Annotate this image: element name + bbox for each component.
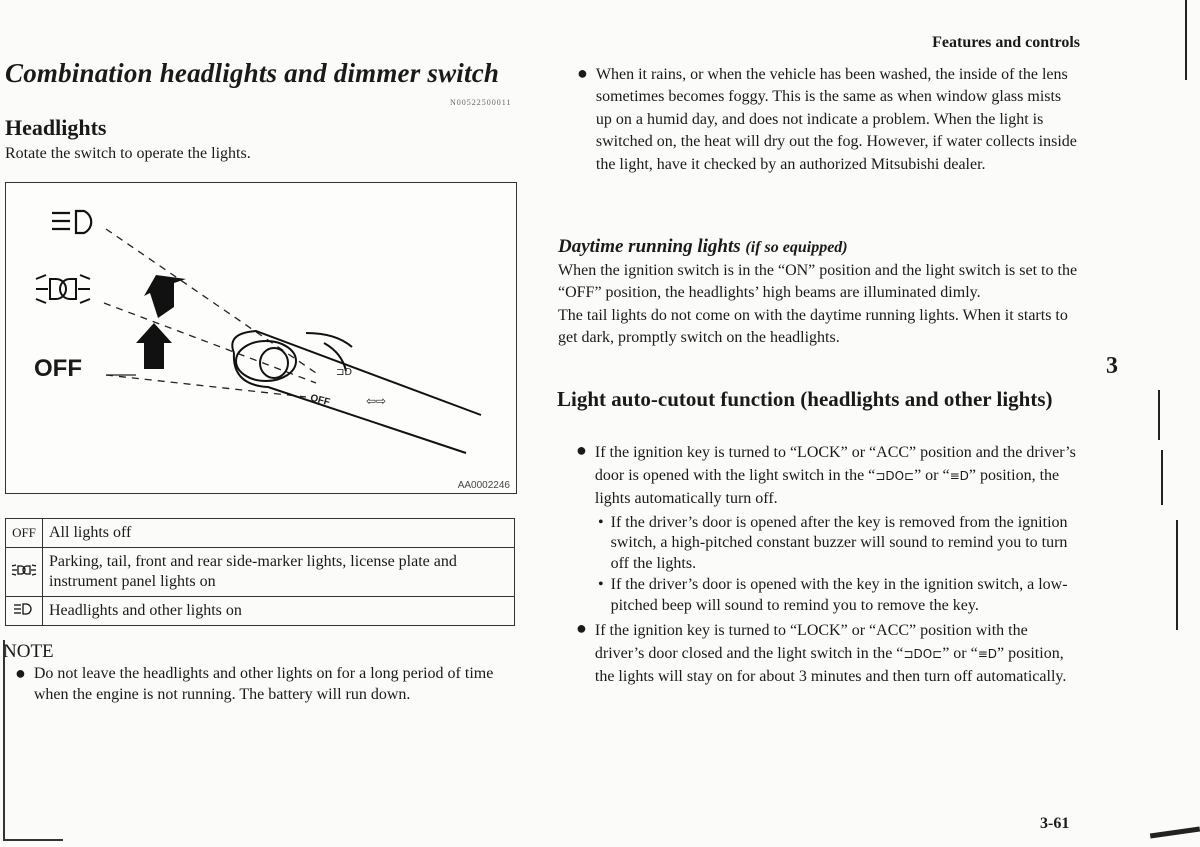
page-number: 3-61 xyxy=(1040,815,1070,832)
parking-lights-icon: ⊐DO⊏ xyxy=(875,469,915,484)
drl-heading-main: Daytime running lights xyxy=(558,236,741,257)
light-mode-table xyxy=(5,518,515,626)
bullet-icon: ● xyxy=(576,440,587,460)
text-part: ” position, the lights will stay on for about 3 minutes and then turn off automatically. xyxy=(594,644,1067,685)
drl-heading xyxy=(558,236,848,258)
sub-list-item-text: If the driver’s door is opened after the key is removed from the ignition switch, a high-pitched constant buzzer will sound to remind you to turn off the lights. xyxy=(610,513,1068,573)
parking-lights-icon xyxy=(11,563,37,577)
edge-mark xyxy=(1158,390,1160,440)
drl-body xyxy=(558,260,1080,350)
text-part: ” or “ xyxy=(914,467,950,485)
table-row xyxy=(6,548,515,597)
bullet-icon: ● xyxy=(15,663,26,683)
note-item-text: Do not leave the headlights and other lights on for a long period of time when the engine is not running. The battery will run down. xyxy=(33,665,494,703)
svg-text:⊐D: ⊐D xyxy=(336,367,353,378)
intro-text: Rotate the switch to operate the lights. xyxy=(5,145,251,162)
sub-list-item-text: If the driver’s door is opened with the key in the ignition switch, a low-pitched beep will sound to remind you to remove the key. xyxy=(610,575,1068,614)
note-bottom-rule xyxy=(3,839,63,841)
text-part: If the ignition key is turned to “LOCK” or “ACC” position with the driver’s door closed and the light switch in the “ xyxy=(594,621,1028,662)
edge-mark xyxy=(1161,450,1163,505)
sub-list-item xyxy=(598,575,1078,617)
svg-text:⇦⇨: ⇦⇨ xyxy=(366,394,387,408)
text-part: ” or “ xyxy=(942,644,978,662)
switch-diagram-drawing xyxy=(6,183,518,495)
fog-note xyxy=(577,64,1080,176)
chapter-tab: 3 xyxy=(1106,353,1118,379)
bullet-icon: ● xyxy=(577,63,588,83)
auto-cutout-body xyxy=(576,441,1078,688)
description-cell: Headlights and other lights on xyxy=(43,597,515,626)
edge-mark xyxy=(1185,0,1187,80)
symbol-cell xyxy=(6,519,43,548)
parking-lights-icon: ⊐DO⊏ xyxy=(903,646,943,661)
parking-lights-icon xyxy=(36,275,90,303)
diagram-code: AA0002246 xyxy=(457,480,510,491)
table-row xyxy=(6,519,515,548)
headlight-icon xyxy=(13,602,35,616)
list-item xyxy=(576,619,1078,689)
section-header: Features and controls xyxy=(932,34,1080,51)
note-body xyxy=(15,664,515,706)
symbol-cell xyxy=(6,548,43,597)
note-title: NOTE xyxy=(3,641,54,662)
sub-list-item xyxy=(598,513,1078,575)
bullet-icon: ● xyxy=(576,617,587,638)
note-item xyxy=(15,664,515,706)
sub-list xyxy=(598,513,1078,617)
headlight-icon: ≡D xyxy=(977,646,998,661)
auto-cutout-heading: Light auto-cutout function (headlights and other lights) xyxy=(557,387,1053,411)
description-cell: Parking, tail, front and rear side-marker lights, license plate and instrument panel lights on xyxy=(43,548,515,597)
text-part: ” position, the lights automatically turn off. xyxy=(594,467,1060,508)
list-item xyxy=(576,441,1078,511)
page-title: Combination headlights and dimmer switch xyxy=(5,58,500,88)
edge-mark xyxy=(1176,520,1178,630)
list-item-text xyxy=(595,619,1078,689)
reference-code: N00522500011 xyxy=(450,98,512,107)
table-row xyxy=(6,597,515,626)
off-position-label: OFF xyxy=(34,355,82,382)
edge-mark xyxy=(1150,827,1200,839)
drl-paragraph: When the ignition switch is in the “ON” position and the light switch is set to the “OFF” position, the headlights’ high beams are illuminated dimly. xyxy=(558,262,1078,302)
list-item-text xyxy=(595,441,1078,511)
description-cell: All lights off xyxy=(43,519,515,548)
list-item xyxy=(577,64,1080,176)
switch-diagram xyxy=(5,182,517,494)
text-part: If the ignition key is turned to “LOCK” or “ACC” position and the driver’s door is opened with the light switch in the “ xyxy=(594,444,1076,485)
drl-heading-suffix: (if so equipped) xyxy=(745,239,848,256)
headlights-heading: Headlights xyxy=(5,115,107,140)
sub-bullet-icon: • xyxy=(598,513,604,531)
note-rule xyxy=(3,640,5,840)
drl-paragraph: The tail lights do not come on with the daytime running lights. When it starts to get dark, promptly switch on the headlights. xyxy=(558,306,1068,347)
symbol-cell xyxy=(6,597,43,626)
headlight-icon xyxy=(52,211,91,233)
switch-off-marking: OFF xyxy=(308,392,332,409)
headlight-icon: ≡D xyxy=(949,469,969,484)
off-symbol: OFF xyxy=(12,524,36,540)
sub-bullet-icon: • xyxy=(598,575,604,593)
list-item-text: When it rains, or when the vehicle has been washed, the inside of the lens sometimes becomes foggy. This is the same as when window glass mists up on a humid day, and does not indicate a problem. When the light is switched on, the heat will dry out the fog. However, if water collects inside the light, have it checked by an authorized Mitsubishi dealer. xyxy=(595,66,1077,173)
